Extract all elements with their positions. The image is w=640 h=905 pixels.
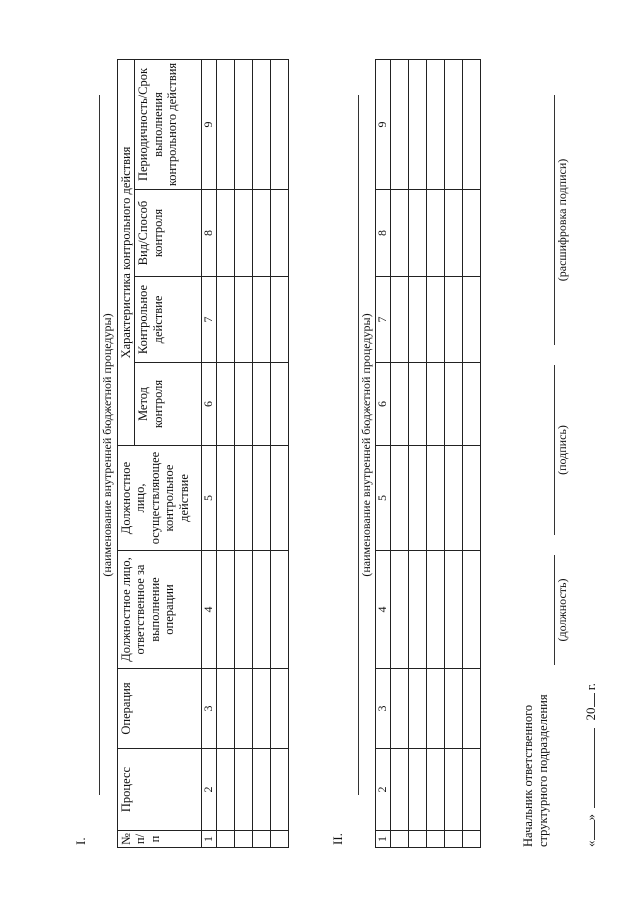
date-open-quote: « (583, 840, 598, 847)
table-cell[interactable] (253, 749, 271, 831)
col-number: 6 (202, 363, 217, 446)
col-number: 2 (376, 749, 391, 831)
col-number: 5 (376, 446, 391, 551)
table-cell[interactable] (445, 446, 463, 551)
section-1-label: I. (73, 837, 88, 845)
table-cell[interactable] (445, 60, 463, 190)
col-number: 4 (202, 551, 217, 669)
date-month-blank[interactable] (583, 728, 595, 808)
table-cell[interactable] (427, 60, 445, 190)
col-number: 4 (376, 551, 391, 669)
table-cell[interactable] (217, 59, 235, 189)
table-cell[interactable] (445, 551, 463, 669)
header-control-kind: Вид/Способ контроля (135, 190, 202, 277)
table-cell[interactable] (391, 551, 409, 669)
col-number: 1 (376, 831, 391, 848)
table-cell[interactable] (409, 446, 427, 551)
table-cell[interactable] (463, 669, 481, 749)
table-cell[interactable] (391, 277, 409, 363)
table-cell[interactable] (427, 749, 445, 831)
header-control-characteristics: Характеристика контрольного действия (118, 59, 135, 445)
table-cell[interactable] (409, 551, 427, 669)
section-1-table (117, 59, 289, 848)
table-cell[interactable] (427, 669, 445, 749)
table-cell[interactable] (271, 363, 289, 446)
signer-title-line-1: Начальник ответственного (521, 704, 535, 847)
date-line (583, 683, 599, 847)
header-responsible-exec: Должностное лицо, ответственное за выполнение операции (118, 551, 202, 669)
table-cell[interactable] (235, 446, 253, 551)
table-row (391, 60, 409, 848)
section-2-label: II. (330, 833, 345, 845)
header-num: № п/п (118, 831, 202, 848)
table-cell[interactable] (217, 749, 235, 831)
signature-decode-caption: (расшифровка подписи) (555, 158, 569, 282)
table-cell[interactable] (391, 190, 409, 277)
signature-caption: (подпись) (555, 425, 569, 475)
header-method: Метод контроля (135, 363, 202, 446)
table-cell[interactable] (271, 831, 289, 848)
col-number: 9 (376, 60, 391, 190)
col-number: 3 (376, 669, 391, 749)
table-cell[interactable] (463, 277, 481, 363)
table-cell[interactable] (271, 749, 289, 831)
table-cell[interactable] (235, 59, 253, 189)
table-row (217, 59, 235, 847)
table-cell[interactable] (271, 669, 289, 749)
table-cell[interactable] (217, 446, 235, 551)
date-year-suffix: г. (583, 683, 598, 691)
table-cell[interactable] (271, 551, 289, 669)
table-row (253, 59, 271, 847)
table-cell[interactable] (409, 277, 427, 363)
header-control-action: Контрольное действие (135, 277, 202, 363)
table-cell[interactable] (217, 831, 235, 848)
table-row (445, 60, 463, 848)
table-cell[interactable] (271, 277, 289, 363)
table-cell[interactable] (217, 363, 235, 446)
section-2-table (375, 59, 481, 848)
table-cell[interactable] (217, 190, 235, 277)
table-row (409, 60, 427, 848)
table-cell[interactable] (271, 59, 289, 189)
table-row (427, 60, 445, 848)
table-cell[interactable] (427, 831, 445, 848)
table-cell[interactable] (253, 363, 271, 446)
table-cell[interactable] (427, 551, 445, 669)
header-periodicity: Периодичность/Срок выполнения контрольного действия (135, 59, 202, 189)
table-cell[interactable] (235, 363, 253, 446)
table-cell[interactable] (463, 551, 481, 669)
signer-title-line-2: структурного подразделения (536, 694, 550, 847)
table-cell[interactable] (391, 749, 409, 831)
table-cell[interactable] (409, 831, 427, 848)
table-cell[interactable] (427, 190, 445, 277)
table-row (271, 59, 289, 847)
col-number: 9 (202, 59, 217, 189)
table-cell[interactable] (235, 831, 253, 848)
date-day-blank[interactable] (583, 821, 595, 841)
section-2-caption: (наименование внутренней бюджетной процедуры) (359, 313, 373, 577)
table-cell[interactable] (463, 749, 481, 831)
table-cell[interactable] (253, 190, 271, 277)
table-cell[interactable] (235, 669, 253, 749)
col-number: 8 (202, 190, 217, 277)
table-cell[interactable] (217, 669, 235, 749)
col-number: 7 (202, 277, 217, 363)
table-cell[interactable] (235, 749, 253, 831)
table-cell[interactable] (445, 749, 463, 831)
table-cell[interactable] (463, 60, 481, 190)
col-number: 3 (202, 669, 217, 749)
table-cell[interactable] (427, 446, 445, 551)
table-cell[interactable] (445, 669, 463, 749)
date-year-prefix: 20 (583, 707, 598, 721)
col-number: 1 (202, 831, 217, 848)
table-cell[interactable] (235, 551, 253, 669)
table-cell[interactable] (271, 446, 289, 551)
table-cell[interactable] (391, 60, 409, 190)
table-cell[interactable] (409, 363, 427, 446)
table-cell[interactable] (463, 446, 481, 551)
table-cell[interactable] (391, 669, 409, 749)
table-cell[interactable] (409, 60, 427, 190)
table-cell[interactable] (391, 831, 409, 848)
table-cell[interactable] (253, 277, 271, 363)
table-cell[interactable] (427, 277, 445, 363)
table-cell[interactable] (409, 749, 427, 831)
table-cell[interactable] (445, 363, 463, 446)
table-cell[interactable] (235, 190, 253, 277)
date-close-quote: » (583, 814, 598, 821)
table-cell[interactable] (271, 190, 289, 277)
table-cell[interactable] (391, 363, 409, 446)
table-cell[interactable] (463, 190, 481, 277)
table-cell[interactable] (409, 669, 427, 749)
table-cell[interactable] (253, 551, 271, 669)
header-responsible-control: Должностное лицо, осуществляющее контрольное действие (118, 446, 202, 551)
header-process: Процесс (118, 749, 202, 831)
table-cell[interactable] (445, 831, 463, 848)
section-1-caption: (наименование внутренней бюджетной процедуры) (100, 313, 114, 577)
col-number: 6 (376, 363, 391, 446)
table-cell[interactable] (463, 363, 481, 446)
table-cell[interactable] (427, 363, 445, 446)
col-number: 5 (202, 446, 217, 551)
table-cell[interactable] (235, 277, 253, 363)
table-cell[interactable] (391, 446, 409, 551)
col-number: 7 (376, 277, 391, 363)
table-cell[interactable] (217, 277, 235, 363)
col-number: 2 (202, 749, 217, 831)
table-row (235, 59, 253, 847)
table-row (463, 60, 481, 848)
table-cell[interactable] (409, 190, 427, 277)
table-cell[interactable] (253, 831, 271, 848)
table-cell[interactable] (445, 190, 463, 277)
date-year-blank[interactable] (583, 694, 595, 708)
table-cell[interactable] (253, 446, 271, 551)
table-cell[interactable] (445, 277, 463, 363)
position-caption: (должность) (555, 578, 569, 642)
table-cell[interactable] (217, 551, 235, 669)
col-number: 8 (376, 190, 391, 277)
table-cell[interactable] (253, 59, 271, 189)
table-cell[interactable] (253, 669, 271, 749)
header-operation: Операция (118, 669, 202, 749)
table-cell[interactable] (463, 831, 481, 848)
